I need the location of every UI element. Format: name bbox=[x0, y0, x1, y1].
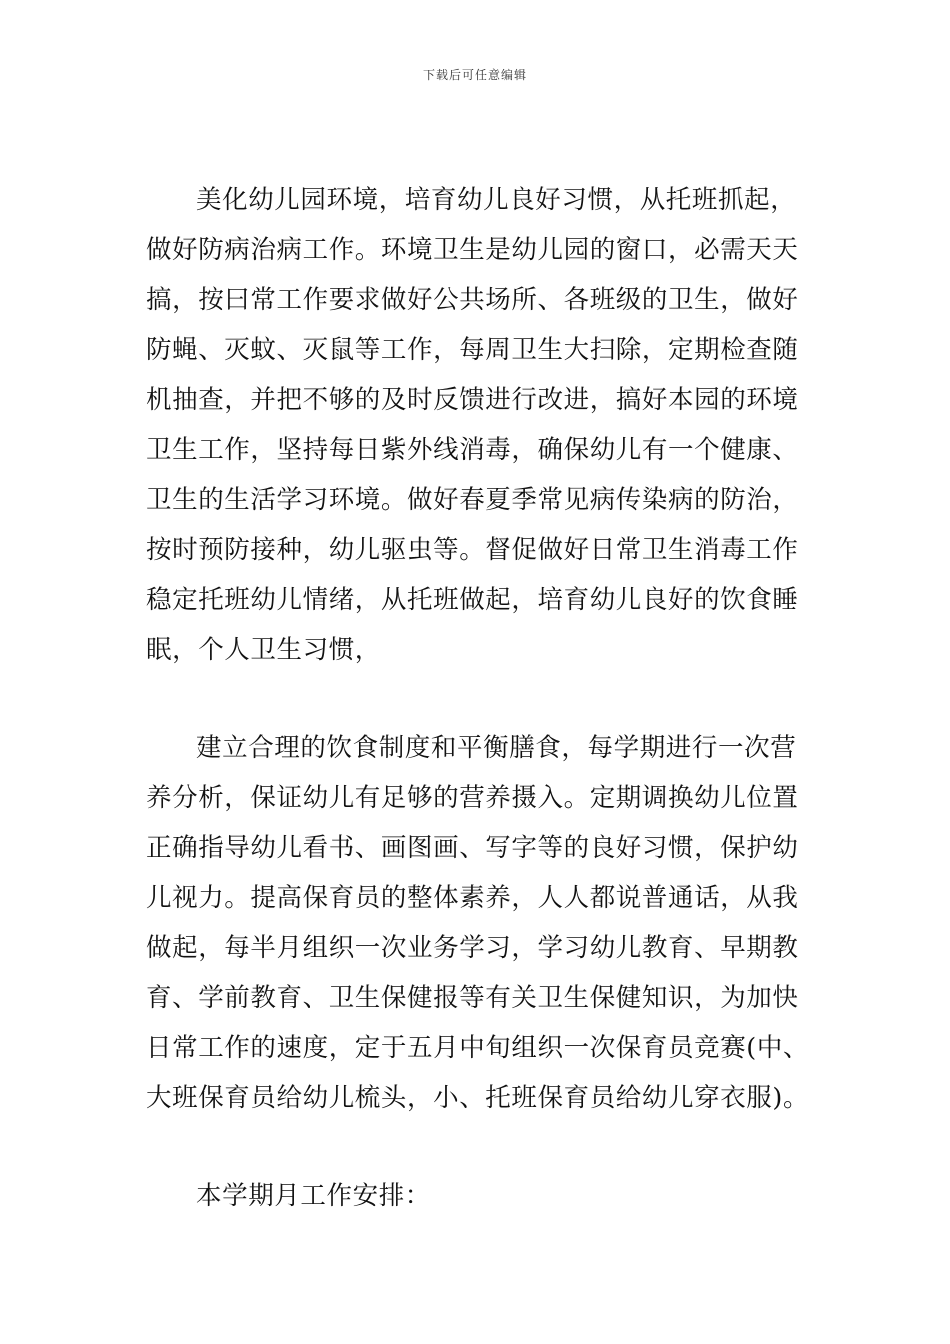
paragraph-2-line-7: 日常工作的速度，定于五月中旬组织一次保育员竞赛(中、 bbox=[146, 1033, 810, 1063]
paragraph-1-line-10: 眠，个人卫生习惯， bbox=[146, 635, 381, 665]
header-note: 下载后可任意编辑 bbox=[422, 68, 527, 82]
paragraph-2-line-1: 建立合理的饮食制度和平衡膳食，每学期进行一次营 bbox=[196, 733, 797, 763]
paragraph-3-line-1: 本学期月工作安排： bbox=[196, 1181, 431, 1211]
paragraph-2-line-4: 儿视力。提高保育员的整体素养，人人都说普通话，从我 bbox=[146, 883, 799, 913]
paragraph-1-line-6: 卫生工作，坚持每日紫外线消毒，确保幼儿有一个健康、 bbox=[146, 435, 799, 465]
paragraph-1-line-2: 做好防病治病工作。环境卫生是幼儿园的窗口，必需天天 bbox=[146, 235, 799, 265]
paragraph-1-line-3: 搞，按曰常工作要求做好公共场所、各班级的卫生，做好 bbox=[146, 285, 799, 315]
paragraph-2-line-6: 育、学前教育、卫生保健报等有关卫生保健知识，为加快 bbox=[146, 983, 799, 1013]
paragraph-1-line-1: 美化幼儿园环境，培育幼儿良好习惯，从托班抓起， bbox=[196, 185, 797, 215]
paragraph-2-line-3: 正确指导幼儿看书、画图画、写字等的良好习惯，保护幼 bbox=[146, 833, 799, 863]
paragraph-2-line-5: 做起，每半月组织一次业务学习，学习幼儿教育、早期教 bbox=[146, 933, 799, 963]
paragraph-1-line-5: 机抽查，并把不够的及时反馈进行改进，搞好本园的环境 bbox=[146, 385, 799, 415]
paragraph-1-line-9: 稳定托班幼儿情绪，从托班做起，培育幼儿良好的饮食睡 bbox=[146, 585, 799, 615]
paragraph-2-line-8: 大班保育员给幼儿梳头，小、托班保育员给幼儿穿衣服)。 bbox=[146, 1083, 810, 1113]
paragraph-2-line-2: 养分析，保证幼儿有足够的营养摄入。定期调换幼儿位置 bbox=[146, 783, 799, 813]
paragraph-1-line-4: 防蝇、灭蚊、灭鼠等工作，每周卫生大扫除，定期检查随 bbox=[146, 335, 799, 365]
paragraph-1-line-8: 按时预防接种，幼儿驱虫等。督促做好日常卫生消毒工作 bbox=[146, 535, 799, 565]
paragraph-1-line-7: 卫生的生活学习环境。做好春夏季常见病传染病的防治， bbox=[146, 485, 799, 515]
